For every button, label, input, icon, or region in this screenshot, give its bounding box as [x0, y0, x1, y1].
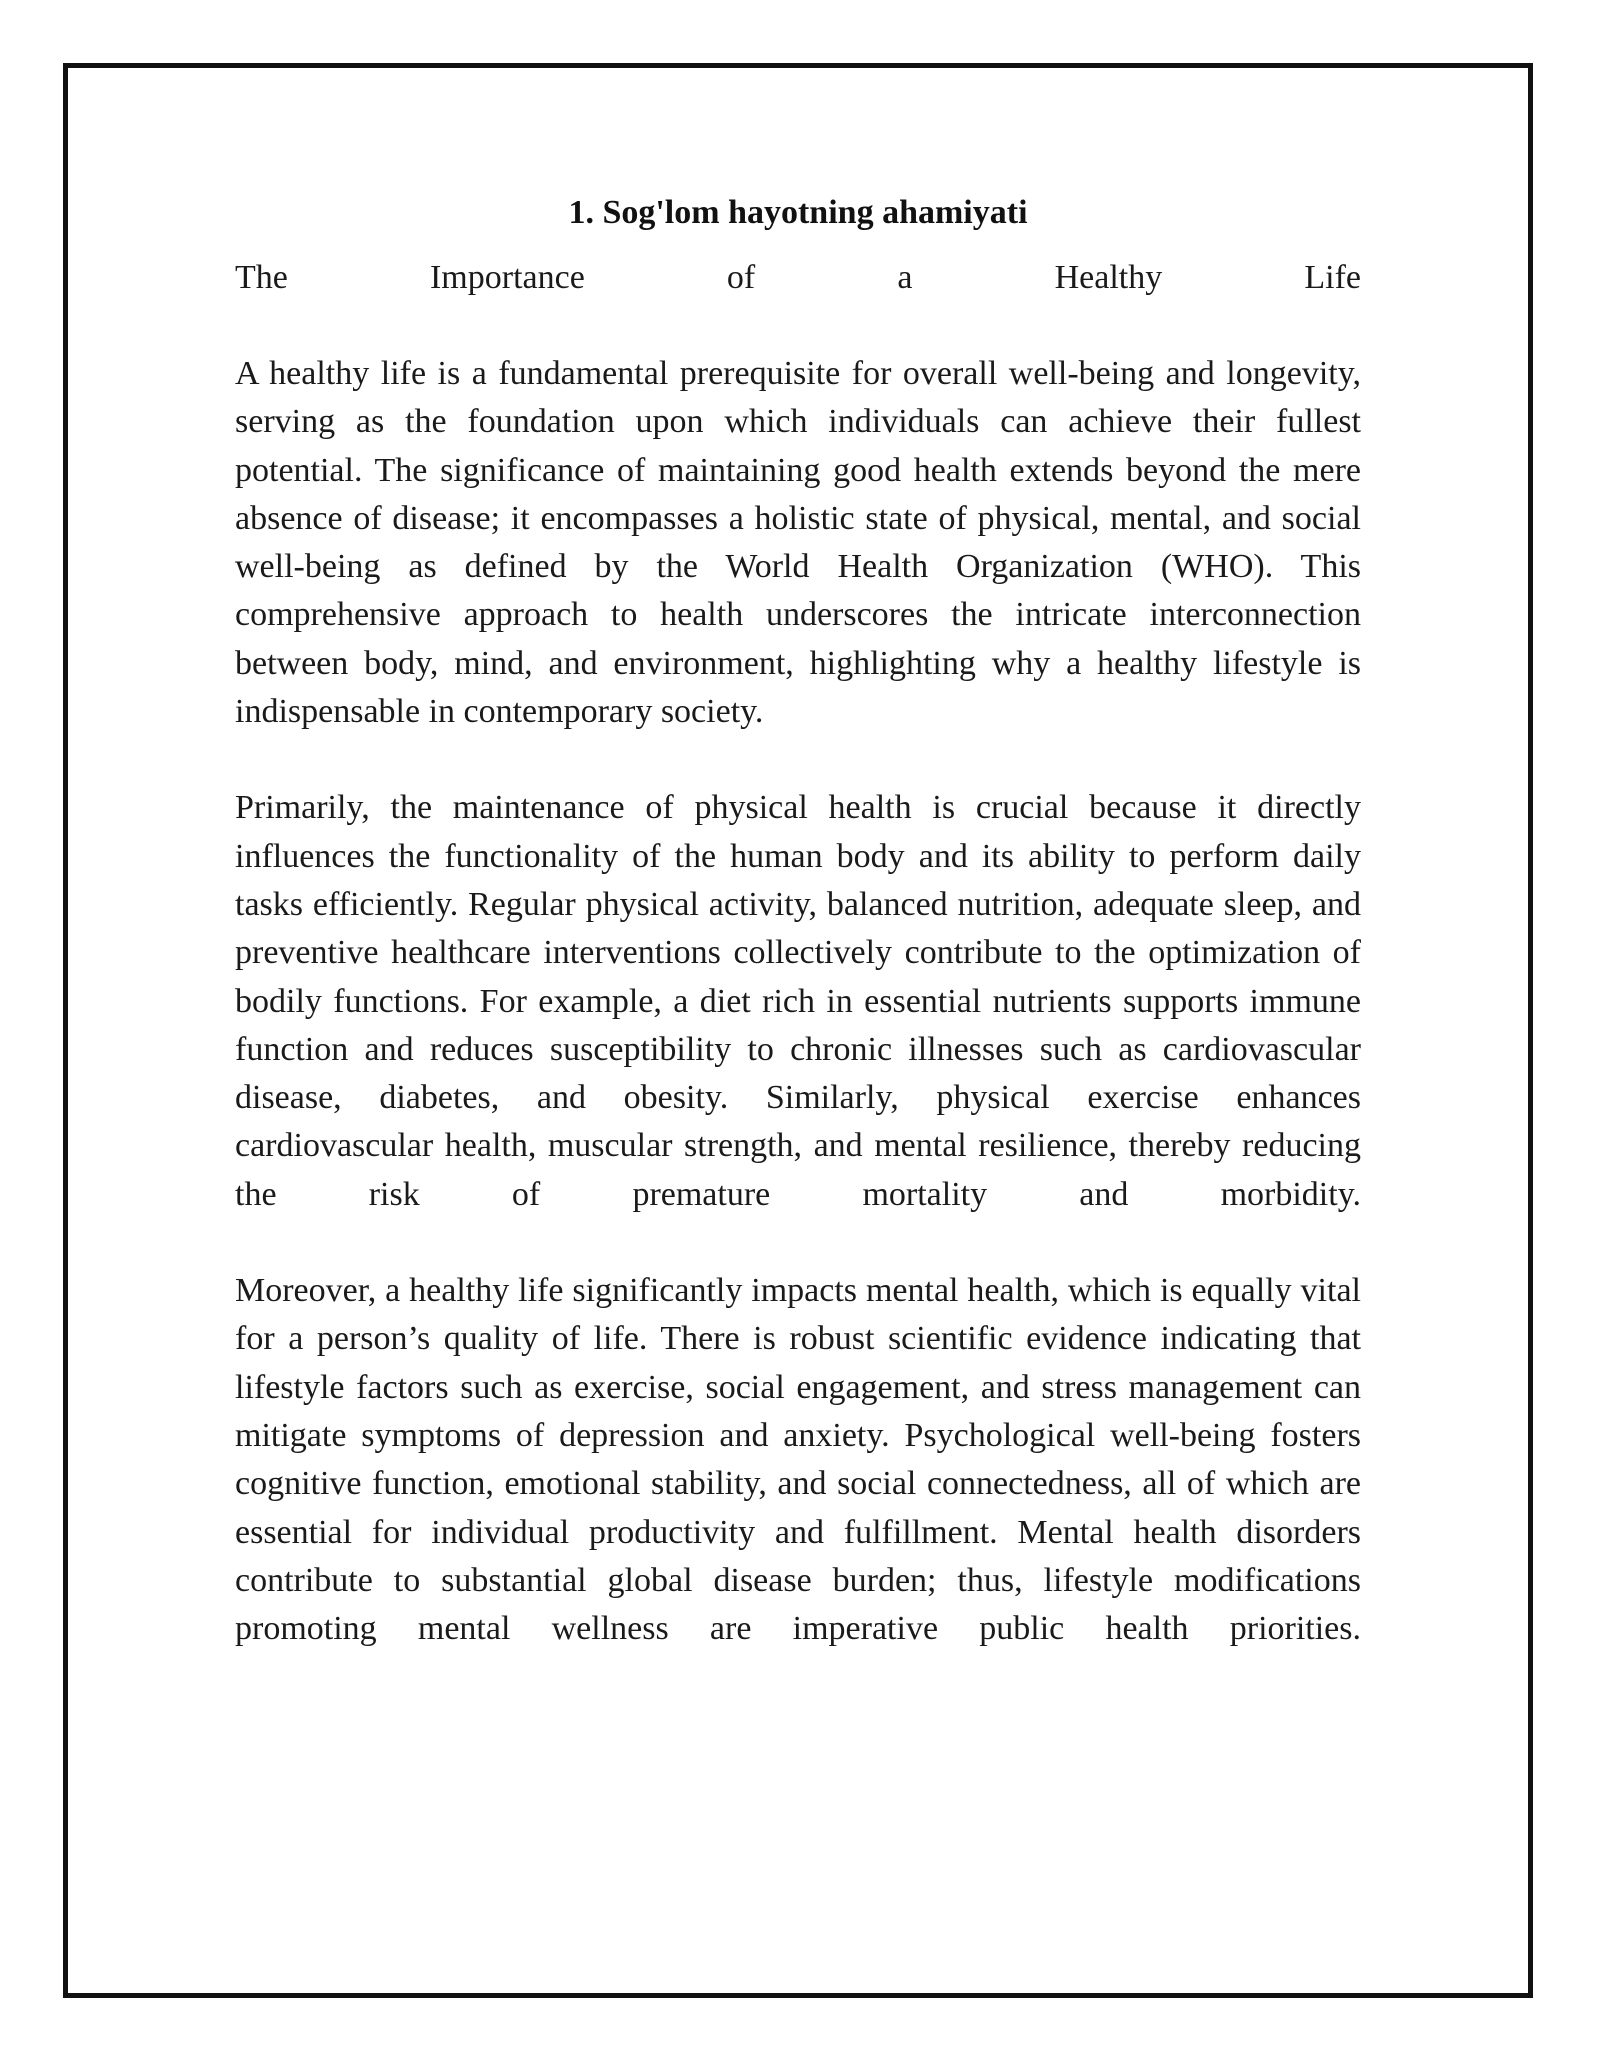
- paragraph-physical-health: Primarily, the maintenance of physical health is crucial because it directly influences the functionality of the human body and its ability to perform daily tasks efficiently. Regular physical activity, balanced nutrition, adequate sleep, and preventive healthcare interventions collectively contribute to the optimization of bodily functions. For example, a diet rich in essential nutrients supports immune function and reduces susceptibility to chronic illnesses such as cardiovascular disease, diabetes, and obesity. Similarly, physical exercise enhances cardiovascular health, muscular strength, and mental resilience, thereby reducing the risk of premature mortality and morbidity.: [235, 789, 1361, 1213]
- paragraph-intro: A healthy life is a fundamental prerequisite for overall well-being and longevity, serving as the foundation upon which individuals can achieve their fullest potential. The significance of maintaining good health extends beyond the mere absence of disease; it encompasses a holistic state of physical, mental, and social well-being as defined by the World Health Organization (WHO). This comprehensive approach to health underscores the intricate interconnection between body, mind, and environment, highlighting why a healthy lifestyle is indispensable in contemporary society.: [235, 355, 1361, 731]
- paragraph-mental-health: Moreover, a healthy life significantly impacts mental health, which is equally vital for a person’s quality of life. There is robust scientific evidence indicating that lifestyle factors such as exercise, social engagement, and stress management can mitigate symptoms of depression and anxiety. Psychological well-being fosters cognitive function, emotional stability, and social connectedness, all of which are essential for individual productivity and fulfillment. Mental health disorders contribute to substantial global disease burden; thus, lifestyle modifications promoting mental wellness are imperative public health priorities.: [235, 1272, 1361, 1648]
- subheading-word: Life: [1304, 259, 1361, 296]
- subheading-word: a: [897, 259, 913, 296]
- subheading-word: of: [726, 259, 756, 296]
- subheading-word: The: [235, 259, 288, 296]
- document-heading: 1. Sog'lom hayotning ahamiyati: [568, 194, 1028, 231]
- subheading-word: Healthy: [1054, 259, 1163, 296]
- document-subheading: [235, 254, 1361, 302]
- subheading-word: Importance: [429, 259, 585, 296]
- document-body: [235, 182, 1361, 1653]
